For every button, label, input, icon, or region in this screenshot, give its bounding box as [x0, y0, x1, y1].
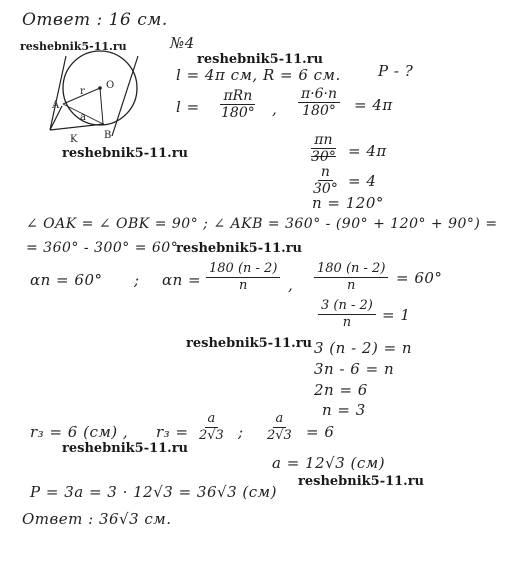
- r3-fraction: [196, 411, 227, 444]
- find: P - ?: [378, 62, 414, 80]
- watermark: reshebnik5-11.ru: [20, 40, 127, 53]
- eq2-fraction: [318, 298, 376, 331]
- simplified-fraction: [308, 132, 339, 165]
- eq1-num: 180 (n - 2): [314, 261, 388, 278]
- label-a-side: a: [80, 112, 86, 123]
- sub-den: 180°: [302, 103, 336, 119]
- r3-den: 2√3: [199, 428, 224, 443]
- a-value: a = 12√3 (см): [272, 454, 386, 472]
- r3-eq-den: 2√3: [267, 428, 292, 443]
- watermark: reshebnik5-11.ru: [186, 336, 313, 351]
- watermark: reshebnik5-11.ru: [62, 146, 189, 161]
- radius-ob: [100, 88, 103, 124]
- eq1-rhs: = 60°: [396, 269, 443, 287]
- watermark: reshebnik5-11.ru: [197, 52, 324, 67]
- l-den: 180°: [221, 105, 255, 121]
- n-result: n = 120°: [312, 194, 384, 212]
- eq5: 2n = 6: [314, 381, 368, 399]
- r3-eq-fraction: [264, 411, 295, 444]
- eq4: 3n - 6 = n: [314, 360, 395, 378]
- alpha-formula-lhs: αn =: [162, 271, 202, 289]
- problem-number: №4: [170, 34, 195, 52]
- l-formula-lhs: l =: [176, 98, 200, 116]
- angles-line1: ∠ OAK = ∠ OBK = 90° ; ∠ AKB = 360° - (90° + 120° + 90°) =: [26, 216, 498, 232]
- eq1-fraction: [314, 261, 388, 294]
- label-b: B: [104, 130, 112, 141]
- watermark: reshebnik5-11.ru: [62, 441, 189, 456]
- eq6: n = 3: [322, 401, 366, 419]
- eq2-rhs: = 1: [382, 306, 411, 324]
- r3-lhs: r₃ =: [156, 423, 189, 441]
- label-a: A: [52, 100, 60, 111]
- answer-final: Ответ : 36√3 см.: [22, 510, 172, 528]
- label-k: K: [70, 134, 78, 144]
- watermark: reshebnik5-11.ru: [176, 241, 303, 256]
- eq1-den: n: [347, 278, 356, 293]
- watermark: reshebnik5-11.ru: [298, 474, 425, 489]
- simp-den: 30°: [311, 149, 336, 165]
- perimeter: P = 3a = 3 · 12√3 = 36√3 (см): [30, 483, 277, 501]
- angles-line2: = 360° - 300° = 60°: [26, 240, 179, 256]
- n-fraction: [310, 164, 341, 197]
- sub-rhs: = 4π: [354, 96, 393, 114]
- alpha-num: 180 (n - 2): [206, 261, 280, 278]
- r3-eq-num: a: [273, 411, 287, 428]
- sub-num: π·6·n: [298, 86, 340, 103]
- substitution-fraction: [298, 86, 340, 119]
- n-den: 30°: [313, 181, 338, 197]
- given: l = 4π см, R = 6 см.: [176, 66, 341, 84]
- segment-kb: [50, 124, 104, 130]
- l-num: πRn: [220, 88, 255, 105]
- label-o: O: [106, 80, 115, 91]
- center-point: [98, 86, 102, 90]
- separator: ,: [272, 100, 278, 118]
- r3-eq-rhs: = 6: [306, 423, 335, 441]
- alpha-formula-fraction: [206, 261, 280, 294]
- r3-num: a: [205, 411, 219, 428]
- semicolon-2: ;: [238, 423, 244, 441]
- n-rhs: = 4: [348, 172, 377, 190]
- semicolon: ;: [134, 271, 140, 289]
- simp-rhs: = 4π: [348, 142, 387, 160]
- n-num: n: [318, 164, 333, 181]
- l-formula-fraction: [218, 88, 258, 121]
- tangent-right: [112, 56, 138, 136]
- answer-previous: Ответ : 16 см.: [22, 10, 168, 30]
- simp-num: πn: [311, 132, 335, 149]
- r3-value: r₃ = 6 (см) ,: [30, 423, 129, 441]
- eq3: 3 (n - 2) = n: [314, 339, 413, 357]
- alpha-n-value: αn = 60°: [30, 271, 103, 289]
- alpha-den: n: [239, 278, 248, 293]
- comma: ,: [288, 276, 294, 294]
- geometry-figure: [40, 44, 160, 144]
- eq2-num: 3 (n - 2): [318, 298, 376, 315]
- eq2-den: n: [342, 315, 352, 330]
- label-r: r: [80, 86, 85, 97]
